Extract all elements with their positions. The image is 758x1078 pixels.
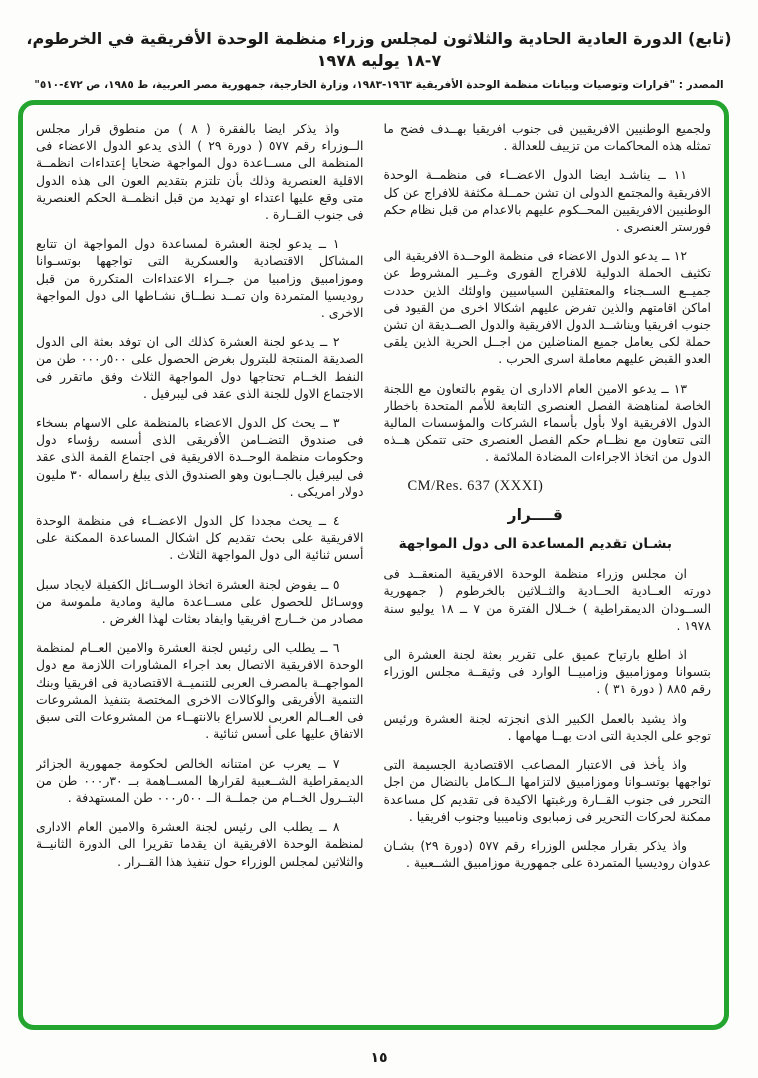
- page-number: ١٥: [370, 1050, 388, 1066]
- paragraph-item-12: ١٢ ــ يدعو الدول الاعضاء فى منظمة الوحــدة الافريقية الى تكثيف الحملة الدولية للافراج الفورى وغــير المشروط عن جميــع الســجناء والمعتقلين السياسيين واولئك الذين حددت اماكن اقامتهم والذين تفرض عليهم اشكالا اخرى من القيود فى جنوب افريقيا ويناشــد الدول الافريقية والدول الصــديقة ان تشن حملة لكى يعامل جميع المناضلين من اجــل الحرية الذين يلقى العدو القبض عليهم معاملة اسرى الحرب .: [383, 248, 711, 367]
- paragraph-preamble-6: واذ يذكر ايضا بالفقرة ( ٨ ) من منطوق قرار مجلس الــوزراء رقم ٥٧٧ ( دورة ٢٩ ) الذى يدعو الدول الاعضاء فى المنظمة الى مســاعدة دول المواجهة ضحايا إعتداءات انظمــة الاقلية العنصرية وذلك بأن تلتزم بتقديم العون الى هذه الدول متى وقع عليها اعتداء او تهديد من قبل انظمــة الحكم العنصرية فى جنوب القــارة .: [36, 121, 364, 223]
- paragraph-preamble-2: اذ اطلع بارتياح عميق على تقرير بعثة لجنة العشرة الى بتسوانا وموزامبيق وزامبيــا الوارد فى وثيقــة مجلس الوزراء رقم ٨٨٥ ( دورة ٣١ ) .: [383, 647, 711, 697]
- document-frame: [18, 100, 729, 1030]
- source-citation: المصدر : "قرارات وتوصيات وبيانات منظمة الوحدة الأفريقية ١٩٦٣-١٩٨٣، وزارة الخارجية، جمهورية مصر العربية، ط ١٩٨٥، ص ٤٧٢-٥١٠": [34, 79, 724, 92]
- paragraph-item-13: ١٣ ــ يدعو الامين العام الادارى ان يقوم بالتعاون مع اللجنة الخاصة لمناهضة الفصل العنصرى التابعة للأمم المتحدة باخطار الدول الافريقية اولا بأول بأسماء الشركات والمؤسسات المالية التى تتعاون مع نظــام حكم الفصل العنصرى حتى تتمكن هــذه الدول من اتخاذ الاجراءات المضادة الملائمة .: [383, 380, 711, 465]
- resolution-title: قــــرار: [507, 505, 563, 524]
- paragraph-item-7: ٧ ــ يعرب عن امتنانه الخالص لحكومة جمهورية الجزائر الديمقراطية الشــعبية لقرارها المســاهمة بــ ٣٠ر٠٠٠ طن من البتــرول الخــام من جملــة الــ ٥٠٠ر٠٠٠ طن المستهدفة .: [36, 755, 364, 805]
- paragraph-item-8: ٨ ــ يطلب الى رئيس لجنة العشرة والامين العام الادارى لمنظمة الوحدة الافريقية ان يقدما تقريرا الى الدورة الثانيــة والثلاثين لمجلس الوزراء حول تنفيذ هذا القــرار .: [36, 819, 364, 869]
- paragraph-continuation: ولجميع الوطنيين الافريقيين فى جنوب افريقيا بهــدف فضح ما تمثله هذه المحاكمات من تزييف للعدالة .: [383, 121, 711, 154]
- paragraph-preamble-3: واذ يشيد بالعمل الكبير الذى انجزته لجنة العشرة ورئيس توجو على الجدية التى ادت بهــا مهامها .: [383, 710, 711, 743]
- paragraph-item-3: ٣ ــ يحث كل الدول الاعضاء بالمنظمة على الاسهام بسخاء فى صندوق التضــامن الأفريقى الذى أسسه رؤساء دول وحكومات منظمة الوحــدة الافريقية فى اجتماع القمة الذى عقد فى ليبرفيل بالجــابون وهو الصندوق الذى يبلغ راسماله ٣٠ مليون دولار امريكى .: [36, 415, 364, 499]
- paragraph-item-4: ٤ ــ يحث مجددا كل الدول الاعضــاء فى منظمة الوحدة الافريقية على بحث تقديم كل اشكال المساعدة الممكنة على أسس ثنائية الى دول المواجهة الثلاث .: [36, 513, 364, 563]
- paragraph-item-2: ٢ ــ يدعو لجنة العشرة كذلك الى ان توفد بعثة الى الدول الصديقة المنتجة للبترول بغرض الحصول على ٥٠٠ر٠٠٠ طن من النفط الخــام تحتاجها دول المواجهة الثلاث وفق ماتقرر فى الاجتماع الاول للجنة الذى عقد فى ليبرفيل .: [36, 334, 364, 401]
- paragraph-item-5: ٥ ــ يفوض لجنة العشرة اتخاذ الوســائل الكفيلة لايجاد سبل ووسـائل للحصول على مســاعدة مالية ومادية ملموسة من مصادر من خــارج افريقيا وايفاد بعثات لهذا الغرض .: [36, 576, 364, 627]
- paragraph-item-6: ٦ ــ يطلب الى رئيس لجنة العشرة والامين العــام لمنظمة الوحدة الافريقية الاتصال بعد اجراء المشاورات اللازمة مع دول المواجهــة بالمصرف العربى للتنميــة الاقتصادية فى افريقيا وبنك التنمية الأفريقى والوكالات الاخرى المختصة بتنفيذ المشروعات فى العــالم العربى للاسراع بالانتهــاء من المشروعات التى سبق الاتفاق عليها على أسس ثنائية .: [36, 640, 364, 742]
- page-header: [10, 28, 748, 91]
- resolution-subtitle: بشـان تقديم المساعدة الى دول المواجهة: [398, 536, 672, 553]
- session-title: (تابع) الدورة العادية الحادية والثلاثون لمجلس وزراء منظمة الوحدة الأفريقية في الخرطوم، ٧-١٨ يوليه ١٩٧٨: [26, 29, 732, 70]
- paragraph-preamble-5: واذ يذكر بقرار مجلس الوزراء رقم ٥٧٧ (دورة ٢٩) بشـان عدوان روديسيا المتمردة على جمهورية موزامبيق الشــعبية .: [383, 837, 711, 871]
- paragraph-item-11: ١١ ــ يناشـد ايضا الدول الاعضــاء فى منظمــة الوحدة الافريقية والمجتمع الدولى ان تشن حمــلة مكثفة للافراج عن كل الوطنيين الافريقيين المحــكوم عليهم بالاعدام من قبل نظام حكم فورستر العنصرى .: [383, 167, 711, 235]
- paragraph-preamble-4: واذ يأخذ فى الاعتبار المصاعب الاقتصادية الجسيمة التى تواجهها بوتسـوانا وموزامبيق لالتزامها الــكامل بالنضال من اجل التحرر فى جنوب القــارة ورغبتها الاكيدة فى تقديم كل مساعدة ممكنة لحركات التحرير فى زمبابوى وناميبيا وجنوب افريقيا .: [383, 757, 711, 824]
- two-column-layout: [36, 120, 711, 1015]
- left-column: [36, 120, 364, 1015]
- paragraph-preamble-1: ان مجلس وزراء منظمة الوحدة الافريقية المنعقــد فى دورته العــادية الحــادية والثــلاثين بالخرطوم ( جمهورية الســودان الديمقراطية ) خــلال الفترة من ٧ ــ ١٨ يوليو سنة ١٩٧٨ .: [383, 566, 711, 633]
- right-column: [384, 120, 712, 1015]
- paragraph-item-1: ١ ــ يدعو لجنة العشرة لمساعدة دول المواجهة ان تتابع المشاكل الاقتصادية والعسكرية التى تواجهها بوتسـوانا وموزامبيق وزامبيا من جــراء الاعتداءات المتكررة من قبل روديسيا المتمردة وان تمــد نطــاق نشـاطها الى دول المواجهة الاخرى .: [36, 236, 364, 321]
- resolution-reference: CM/Res. 637 (XXXI): [407, 477, 544, 494]
